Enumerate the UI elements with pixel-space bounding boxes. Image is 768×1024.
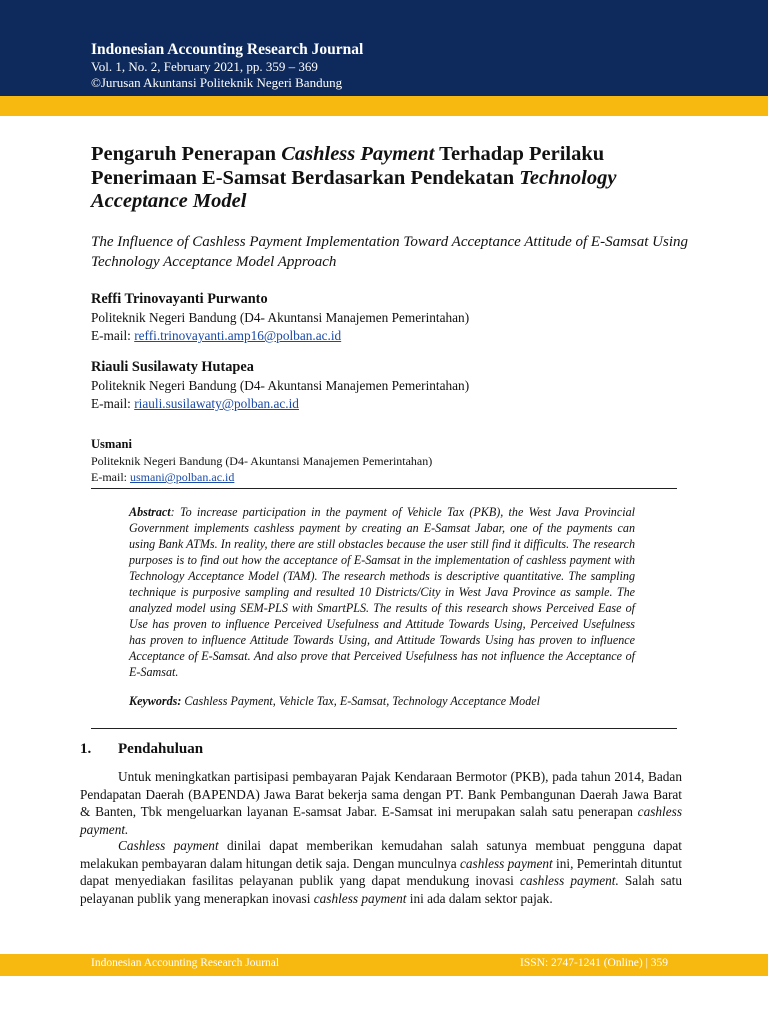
divider-top bbox=[91, 488, 677, 489]
footer-journal-name: Indonesian Accounting Research Journal bbox=[91, 957, 280, 969]
footer-issn-page: ISSN: 2747-1241 (Online) | 359 bbox=[520, 957, 668, 969]
journal-name: Indonesian Accounting Research Journal bbox=[91, 41, 364, 58]
page-footer bbox=[0, 954, 768, 976]
title-text-1: Pengaruh Penerapan bbox=[91, 143, 282, 165]
header-accent-band bbox=[0, 96, 768, 116]
paragraph-italic: Cashless payment bbox=[118, 838, 219, 853]
title-italic-2: Technology Acceptance Model bbox=[91, 166, 617, 212]
journal-header bbox=[0, 0, 768, 96]
paragraph-text: dinilai dapat memberikan kemudahan salah satunya membuat pengguna dapat melakukan pembayaran dalam hitungan detik saja. Dengan munculnya bbox=[80, 838, 682, 871]
title-italic-1: Cashless Payment bbox=[281, 143, 435, 165]
author-email-line bbox=[91, 327, 469, 346]
paper-subtitle: The Influence of Cashless Payment Implementation Toward Acceptance Attitude of E-Samsat Using Technology Acceptance Model Approach bbox=[91, 234, 689, 270]
paragraph-text: Untuk meningkatkan partisipasi pembayaran Pajak Kendaraan Bermotor (PKB), pada tahun 2014, Badan Pendapatan Daerah (BAPENDA) Jawa Barat bekerja sama dengan PT. Bank Pembangunan Daerah Jawa Barat & Banten, Tbk mengeluarkan layanan E-samsat Jabar. E-Samsat ini merupakan salah satu penerapan bbox=[80, 769, 682, 819]
paragraph-text: ini, Pemerintah dituntut dapat menyediakan fasilitas pelayanan publik yang dapat mendukung inovasi bbox=[80, 855, 682, 888]
paragraph-1 bbox=[80, 768, 682, 838]
abstract-label: Abstract bbox=[129, 505, 171, 519]
author-email-link[interactable]: usmani@polban.ac.id bbox=[130, 470, 235, 484]
keywords-text: Cashless Payment, Vehicle Tax, E-Samsat, Technology Acceptance Model bbox=[181, 694, 541, 708]
email-label: E-mail: bbox=[91, 396, 135, 411]
journal-volume: Vol. 1, No. 2, February 2021, pp. 359 – 369 bbox=[91, 59, 318, 74]
journal-copyright: ©Jurusan Akuntansi Politeknik Negeri Bandung bbox=[91, 75, 343, 90]
paragraph-text: ini ada dalam sektor pajak. bbox=[406, 890, 553, 906]
author-email-line bbox=[91, 395, 469, 414]
author-block-2 bbox=[91, 358, 469, 414]
author-name: Reffi Trinovayanti Purwanto bbox=[91, 291, 268, 307]
author-block-1 bbox=[91, 290, 469, 346]
author-email-link[interactable]: riauli.susilawaty@polban.ac.id bbox=[134, 396, 299, 411]
paragraph-italic: cashless payment. bbox=[80, 804, 682, 837]
email-label: E-mail: bbox=[91, 470, 130, 484]
author-affiliation: Politeknik Negeri Bandung (D4- Akuntansi Manajemen Pemerintahan) bbox=[91, 377, 470, 393]
abstract-text: : To increase participation in the payment of Vehicle Tax (PKB), the West Java Provincial Government implements cashless payment by creating an E-Samsat Jabar, one of the payments can using Bank ATMs. In reality, there are still obstacles because the user still find it difficults. The research purposes is to find out how the acceptance of E-Samsat in the implementation of cashless payment with Technology Acceptance Model (TAM). The research methods is descriptive quantitative. The sampling technique is purposive sampling and resulted 10 Districts/City in West Java Province as sample. The analyzed model using SEM-PLS with SmartPLS. The results of this research shows Perceived Ease of Use has proven to influence Perceived Usefulness and Attitude Towards Using, Perceived Usefulness has proven to influence Attitude Towards Using, and Attitude Towards Using has proven to influence Acceptance of E-Samsat. And also prove that Perceived Usefulness has not influence the Acceptance of E-Samsat. bbox=[129, 505, 635, 680]
author-affiliation: Politeknik Negeri Bandung (D4- Akuntansi Manajemen Pemerintahan) bbox=[91, 309, 470, 325]
paragraph-2 bbox=[80, 837, 682, 907]
author-name: Riauli Susilawaty Hutapea bbox=[91, 359, 254, 375]
author-block-3 bbox=[91, 436, 432, 486]
keywords bbox=[129, 694, 635, 709]
author-affiliation: Politeknik Negeri Bandung (D4- Akuntansi Manajemen Pemerintahan) bbox=[91, 453, 433, 468]
email-label: E-mail: bbox=[91, 328, 135, 343]
divider-bottom bbox=[91, 728, 677, 729]
section-number: 1. bbox=[80, 741, 92, 757]
paragraph-italic: cashless payment bbox=[460, 855, 553, 871]
author-email-link[interactable]: reffi.trinovayanti.amp16@polban.ac.id bbox=[134, 328, 342, 343]
abstract bbox=[129, 504, 635, 681]
section-title: Pendahuluan bbox=[118, 741, 204, 757]
paragraph-italic: cashless payment. bbox=[519, 873, 619, 888]
author-name: Usmani bbox=[91, 437, 132, 451]
paragraph-italic: cashless payment bbox=[313, 890, 407, 906]
paragraph-text: Salah satu pelayanan publik yang menerapkan inovasi bbox=[80, 873, 683, 906]
keywords-label: Keywords: bbox=[129, 694, 182, 708]
title-text-2: Terhadap Perilaku Penerimaan E-Samsat Berdasarkan Pendekatan bbox=[91, 143, 605, 189]
paper-title bbox=[91, 143, 691, 214]
author-email-line bbox=[91, 469, 432, 486]
